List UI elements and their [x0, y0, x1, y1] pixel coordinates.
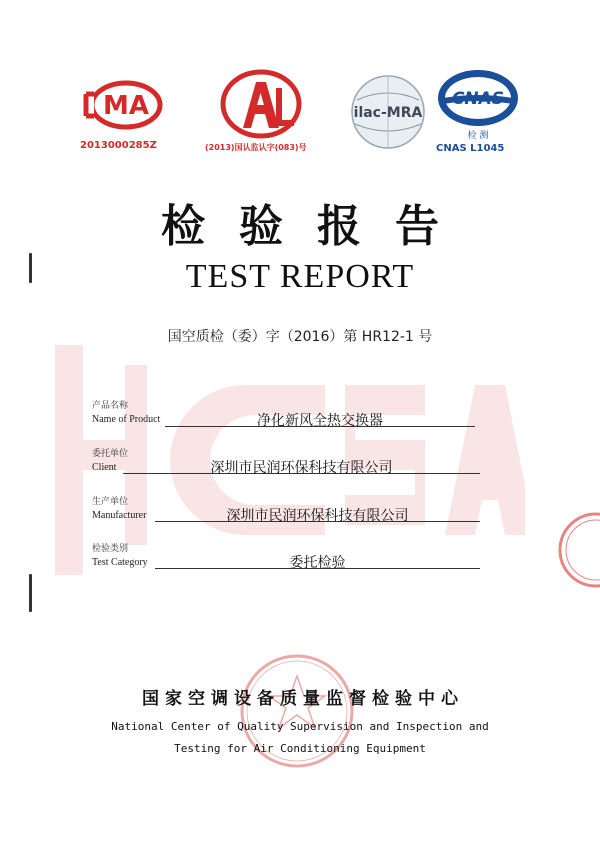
report-number: 国空质检（委）字（2016）第 HR12-1 号: [167, 329, 433, 345]
title-english: TEST REPORT: [185, 258, 415, 295]
binding-mark-bottom: [29, 574, 32, 612]
ilac-mra-logo: [345, 72, 431, 152]
client-label-en: Client: [92, 462, 117, 473]
product-label-cn: 产品名称: [92, 401, 129, 411]
cnas-code: CNAS L1045: [436, 143, 505, 154]
test-category-value: 委托检验: [289, 555, 346, 571]
test-category-label-cn: 检验类别: [92, 544, 129, 554]
cma-code: 2013000285Z: [80, 140, 157, 151]
manufacturer-label-cn: 生产单位: [92, 497, 129, 507]
client-label-cn: 委托单位: [92, 449, 129, 459]
cal-logo: [218, 68, 304, 140]
test-category-label-en: Test Category: [92, 557, 148, 568]
issuer-name-cn: 国家空调设备质量监督检验中心: [142, 689, 464, 709]
manufacturer-value: 深圳市民润环保科技有限公司: [226, 508, 409, 524]
manufacturer-label-en: Manufacturer: [92, 510, 147, 521]
issuer-name-en-line2: Testing for Air Conditioning Equipment: [174, 742, 426, 755]
issuer-name-en-line1: National Center of Quality Supervision and Inspection and: [111, 720, 489, 733]
cnas-logo: [435, 66, 521, 142]
svg-text:MA: MA: [103, 91, 149, 121]
cma-logo: [82, 80, 170, 130]
product-label-en: Name of Product: [92, 414, 161, 425]
binding-mark-top: [29, 253, 32, 283]
cnas-cn-text: 检 测: [467, 131, 489, 141]
ilac-text: ilac-MRA: [353, 105, 423, 121]
cal-code: (2013)国认监认字(083)号: [205, 143, 307, 152]
cnas-text: CNAS: [451, 89, 505, 109]
client-value: 深圳市民润环保科技有限公司: [210, 460, 393, 476]
product-name-value: 净化新风全热交换器: [257, 413, 383, 429]
title-chinese: 检验报告: [161, 201, 473, 252]
side-seal: [556, 510, 600, 590]
